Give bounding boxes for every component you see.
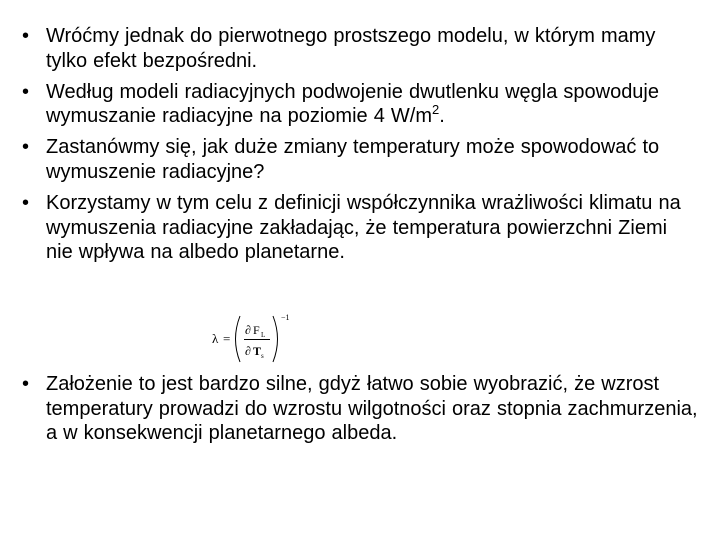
bullet-text: Wróćmy jednak do pierwotnego prostszego modelu, w którym mamy tylko efekt bezpośredni. <box>46 25 656 72</box>
formula-den-var: T <box>253 344 262 358</box>
formula-num-partial: ∂ <box>245 323 251 337</box>
formula-equals: = <box>223 331 231 346</box>
formula-den-partial: ∂ <box>245 344 251 358</box>
superscript: 2 <box>432 102 440 118</box>
bullet-item <box>18 191 698 265</box>
bullet-text-end: . <box>439 105 445 128</box>
climate-sensitivity-formula <box>210 310 310 368</box>
bullet-marker: • <box>22 80 30 103</box>
bullet-text: Korzystamy w tym celu z definicji współczynnika wrażliwości klimatu na wymuszenia radiacyjne zakładając, że temperatura powierzchni Ziemi nie wpływa na albedo planetarne. <box>46 192 681 264</box>
formula-right-paren <box>273 316 278 362</box>
bullet-marker: • <box>22 136 30 159</box>
formula-left-paren <box>236 316 241 362</box>
bullet-item <box>18 372 698 446</box>
bullet-item <box>18 80 698 129</box>
bullet-marker: • <box>22 373 30 395</box>
bullet-list-bottom <box>18 372 698 452</box>
formula-num-var: F <box>253 323 260 337</box>
formula-den-sub: s <box>261 352 264 360</box>
bullet-marker: • <box>22 25 30 47</box>
bullet-text: Zastanówmy się, jak duże zmiany temperatury może spowodować to wymuszenie radiacyjne? <box>46 136 660 183</box>
formula-num-sub: L <box>261 331 266 339</box>
formula-exponent: −1 <box>281 313 290 322</box>
bullet-list-top <box>18 24 698 271</box>
formula-lhs: λ <box>212 331 219 346</box>
bullet-text: Założenie to jest bardzo silne, gdyż łatwo sobie wyobrazić, że wzrost temperatury prowadzi do wzrostu wilgotności oraz stopnia zachmurzenia, a w konsekwencji planetarnego albeda. <box>46 373 698 445</box>
bullet-marker: • <box>22 192 30 215</box>
bullet-item <box>18 24 698 73</box>
bullet-item <box>18 135 698 184</box>
bullet-text: Według modeli radiacyjnych podwojenie dwutlenku węgla spowoduje wymuszanie radiacyjne na poziomie 4 W/m <box>46 80 659 128</box>
